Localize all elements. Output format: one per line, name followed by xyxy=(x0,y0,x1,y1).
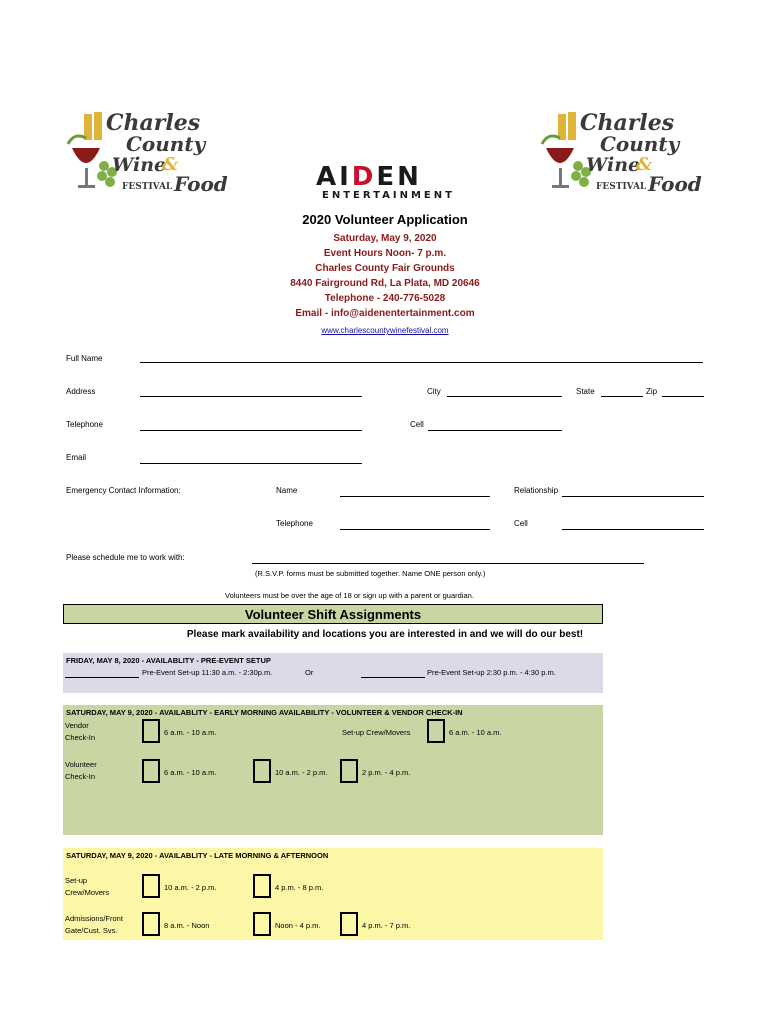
logo-word-festival: FESTIVAL xyxy=(122,182,173,192)
rsvp-note: (R.S.V.P. forms must be submitted together. Name ONE person only.) xyxy=(255,569,486,578)
setup-crew-time: 6 a.m. - 10 a.m. xyxy=(449,728,502,737)
setup-crew-checkbox[interactable] xyxy=(427,719,445,743)
shift-assignments-banner: Volunteer Shift Assignments xyxy=(63,604,603,624)
address-field[interactable] xyxy=(140,396,362,397)
admissions-time-1: 8 a.m. - Noon xyxy=(164,921,210,930)
setup-crew-late-time-2: 4 p.m. - 8 p.m. xyxy=(275,883,324,892)
event-venue: Charles County Fair Grounds xyxy=(315,263,455,274)
page-title: 2020 Volunteer Application xyxy=(302,212,468,227)
logo-word-county: County xyxy=(600,132,680,156)
friday-option1-field[interactable] xyxy=(65,677,139,678)
aiden-logo xyxy=(316,162,458,204)
cell-field[interactable] xyxy=(428,430,562,431)
city-label: City xyxy=(427,387,441,396)
setup-crew-late-checkbox-2[interactable] xyxy=(253,874,271,898)
zip-field[interactable] xyxy=(662,396,704,397)
friday-option2-label: Pre-Event Set-up 2:30 p.m. - 4:30 p.m. xyxy=(427,668,556,677)
full-name-label: Full Name xyxy=(66,354,103,363)
saturday-early-section xyxy=(63,705,603,835)
address-label: Address xyxy=(66,387,96,396)
aiden-logo-part-2: D xyxy=(351,162,377,192)
emergency-telephone-field[interactable] xyxy=(340,529,490,530)
setup-crew-late-label-2: Crew/Movers xyxy=(65,888,110,897)
emergency-name-field[interactable] xyxy=(340,496,490,497)
friday-or-label: Or xyxy=(305,668,314,677)
aiden-logo-subtitle: ENTERTAINMENT xyxy=(322,190,455,201)
cell-label: Cell xyxy=(410,420,424,429)
relationship-field[interactable] xyxy=(562,496,704,497)
aiden-logo-part-3: EN xyxy=(376,162,422,192)
festival-logo-left xyxy=(64,108,228,198)
logo-word-food: Food xyxy=(648,172,702,196)
city-field[interactable] xyxy=(447,396,562,397)
age-note: Volunteers must be over the age of 18 or sign up with a parent or guardian. xyxy=(225,591,474,600)
volunteer-checkin-time-3: 2 p.m. - 4 p.m. xyxy=(362,768,411,777)
website-link[interactable]: www.charlescountywinefestival.com xyxy=(321,326,449,335)
schedule-with-label: Please schedule me to work with: xyxy=(66,553,185,562)
friday-header: FRIDAY, MAY 8, 2020 - AVAILABLITY - PRE-EVENT SETUP xyxy=(66,656,271,665)
emergency-name-label: Name xyxy=(276,486,298,495)
volunteer-checkin-label-2: Check-In xyxy=(65,772,96,781)
admissions-time-2: Noon - 4 p.m. xyxy=(275,921,321,930)
aiden-logo-part-1: AI xyxy=(316,162,352,192)
state-label: State xyxy=(576,387,595,396)
volunteer-checkin-time-1: 6 a.m. - 10 a.m. xyxy=(164,768,217,777)
event-telephone: Telephone - 240-776-5028 xyxy=(324,293,446,304)
logo-word-county: County xyxy=(126,132,206,156)
friday-option1-label: Pre-Event Set-up 11:30 a.m. - 2:30p.m. xyxy=(142,668,273,677)
event-address: 8440 Fairground Rd, La Plata, MD 20646 xyxy=(290,278,480,289)
volunteer-checkin-time-2: 10 a.m. - 2 p.m. xyxy=(275,768,328,777)
email-label: Email xyxy=(66,453,87,462)
logo-word-food: Food xyxy=(174,172,228,196)
full-name-field[interactable] xyxy=(140,362,703,363)
shift-instructions: Please mark availability and locations you are interested in and we will do our best! xyxy=(186,629,584,640)
logo-word-charles: Charles xyxy=(106,110,201,136)
festival-logo-right xyxy=(538,108,702,198)
event-date: Saturday, May 9, 2020 xyxy=(333,233,437,244)
logo-word-wine: Wine xyxy=(586,154,641,176)
logo-word-wine: Wine xyxy=(112,154,167,176)
vendor-checkin-label-2: Check-In xyxy=(65,733,96,742)
volunteer-checkin-checkbox-1[interactable] xyxy=(142,759,160,783)
email-field[interactable] xyxy=(140,463,362,464)
vendor-checkin-label-1: Vendor xyxy=(65,721,89,730)
vendor-checkin-time: 6 a.m. - 10 a.m. xyxy=(164,728,217,737)
setup-crew-late-time-1: 10 a.m. - 2 p.m. xyxy=(164,883,217,892)
saturday-late-header: SATURDAY, MAY 9, 2020 - AVAILABLITY - LATE MORNING & AFTERNOON xyxy=(66,851,329,860)
admissions-checkbox-1[interactable] xyxy=(142,912,160,936)
logo-ampersand: & xyxy=(636,154,653,175)
telephone-label: Telephone xyxy=(66,420,103,429)
emergency-contact-label: Emergency Contact Information: xyxy=(66,486,181,495)
emergency-cell-label: Cell xyxy=(514,519,528,528)
admissions-checkbox-2[interactable] xyxy=(253,912,271,936)
admissions-label-1: Admissions/Front xyxy=(65,914,123,923)
vendor-checkin-checkbox[interactable] xyxy=(142,719,160,743)
logo-word-festival: FESTIVAL xyxy=(596,182,647,192)
event-email: Email - info@aidenentertainment.com xyxy=(295,308,475,319)
admissions-label-2: Gate/Cust. Svs. xyxy=(65,926,118,935)
volunteer-checkin-checkbox-3[interactable] xyxy=(340,759,358,783)
saturday-late-section xyxy=(63,848,603,940)
friday-option2-field[interactable] xyxy=(361,677,425,678)
state-field[interactable] xyxy=(601,396,643,397)
zip-label: Zip xyxy=(646,387,658,396)
logo-word-charles: Charles xyxy=(580,110,675,136)
telephone-field[interactable] xyxy=(140,430,362,431)
schedule-with-field[interactable] xyxy=(252,563,644,564)
logo-ampersand: & xyxy=(162,154,179,175)
setup-crew-label: Set-up Crew/Movers xyxy=(342,728,411,737)
emergency-cell-field[interactable] xyxy=(562,529,704,530)
relationship-label: Relationship xyxy=(514,486,559,495)
volunteer-checkin-label-1: Volunteer xyxy=(65,760,97,769)
emergency-telephone-label: Telephone xyxy=(276,519,313,528)
setup-crew-late-label-1: Set-up xyxy=(65,876,88,885)
admissions-time-3: 4 p.m. - 7 p.m. xyxy=(362,921,411,930)
event-hours: Event Hours Noon- 7 p.m. xyxy=(323,248,447,259)
setup-crew-late-checkbox-1[interactable] xyxy=(142,874,160,898)
saturday-early-header: SATURDAY, MAY 9, 2020 - AVAILABLITY - EARLY MORNING AVAILABILITY - VOLUNTEER & VENDOR CHECK-IN xyxy=(66,708,463,717)
friday-section xyxy=(63,653,603,693)
admissions-checkbox-3[interactable] xyxy=(340,912,358,936)
volunteer-checkin-checkbox-2[interactable] xyxy=(253,759,271,783)
